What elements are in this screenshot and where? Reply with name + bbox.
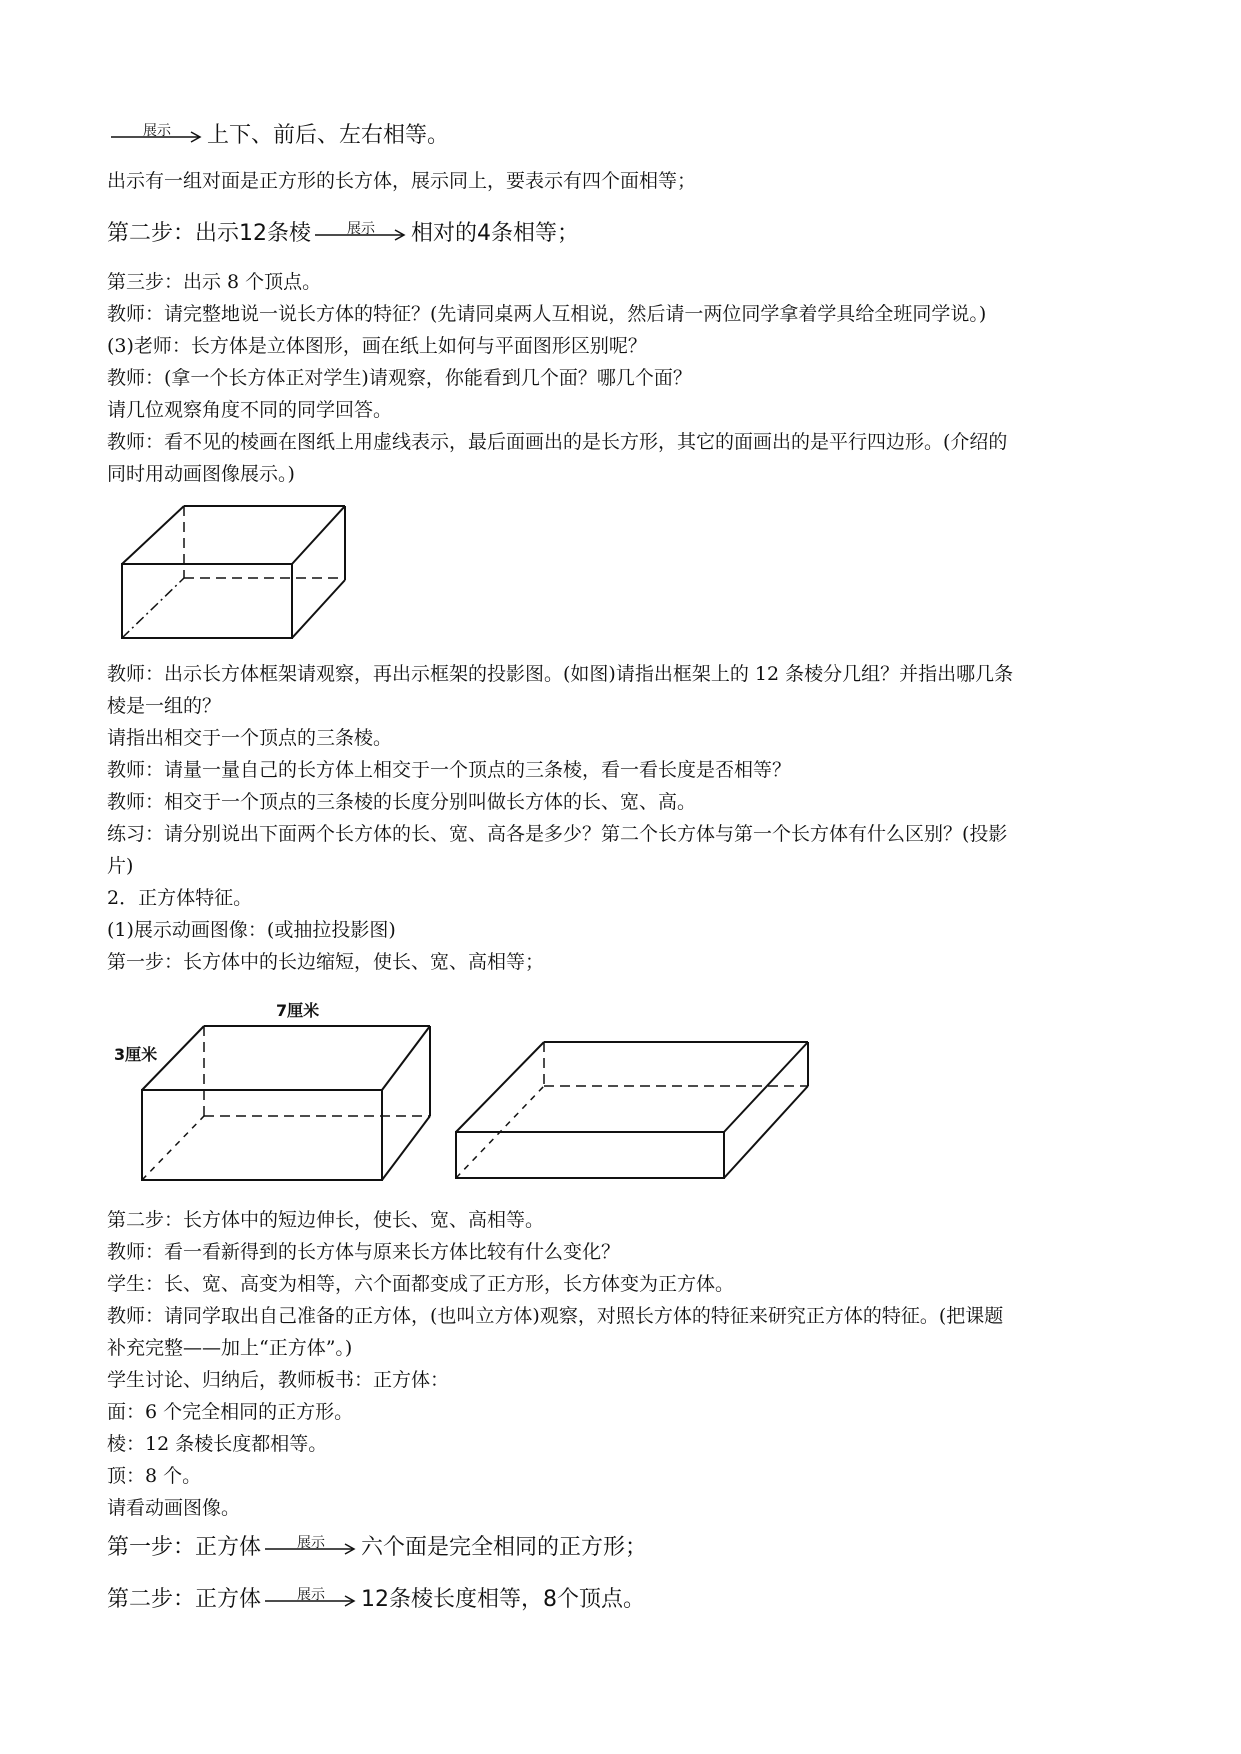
right-arrow-icon <box>265 1595 357 1607</box>
top-step-text: 上下、前后、左右相等。 <box>207 123 450 148</box>
text-line: 面：6 个完全相同的正方形。 <box>107 1401 354 1423</box>
cube-step1-prefix: 第一步：正方体 <box>107 1535 262 1560</box>
text-line: 学生讨论、归纳后，教师板书：正方体： <box>107 1369 450 1391</box>
text-line: 教师：出示长方体框架请观察，再出示框架的投影图。(如图)请指出框架上的 12 条棱分几组？并指出哪几条 <box>107 663 1014 685</box>
text-line: 请几位观察角度不同的同学回答。 <box>107 399 393 421</box>
display-step-2 <box>107 218 579 250</box>
text-line: 补充完整——加上“正方体”。) <box>107 1337 353 1359</box>
cube-step-2 <box>107 1584 645 1616</box>
cuboid-figure-right <box>452 1036 812 1182</box>
text-line: 棱是一组的？ <box>107 695 222 717</box>
cube-step2-suffix: 12条棱长度相等，8个顶点。 <box>361 1587 646 1612</box>
text-line: 请指出相交于一个顶点的三条棱。 <box>107 727 393 749</box>
text-line: 教师：请完整地说一说长方体的特征？(先请同桌两人互相说，然后请一两位同学拿着学具给全班同学说。) <box>107 303 987 325</box>
text-line: 练习：请分别说出下面两个长方体的长、宽、高各是多少？第二个长方体与第一个长方体有什么区别？(投影 <box>107 823 1008 845</box>
text-line: 第一步：长方体中的长边缩短，使长、宽、高相等； <box>107 951 545 973</box>
arrow-display: 展示 <box>265 1585 357 1615</box>
right-arrow-icon <box>315 229 407 241</box>
cube-step-1 <box>107 1532 647 1564</box>
text-line: 教师：(拿一个长方体正对学生)请观察，你能看到几个面？哪几个面？ <box>107 367 692 389</box>
text-line: 顶：8 个。 <box>107 1465 202 1487</box>
height-label: 3厘米 <box>114 1045 158 1064</box>
text-line: 教师：相交于一个顶点的三条棱的长度分别叫做长方体的长、宽、高。 <box>107 791 697 813</box>
cube-step1-suffix: 六个面是完全相同的正方形； <box>361 1535 648 1560</box>
text-line: 2．正方体特征。 <box>107 887 253 909</box>
text-line: 教师：请同学取出自己准备的正方体，(也叫立方体)观察，对照长方体的特征来研究正方体的特征。(把课题 <box>107 1305 1004 1327</box>
text-line: 教师：请量一量自己的长方体上相交于一个顶点的三条棱，看一看长度是否相等？ <box>107 759 792 781</box>
step2-prefix: 第二步：出示12条棱 <box>107 221 311 246</box>
arrow-display: 展示 <box>111 121 203 151</box>
cuboid-figure-left <box>138 1016 438 1184</box>
cube-step2-prefix: 第二步：正方体 <box>107 1587 262 1612</box>
text-line: (3)老师：长方体是立体图形，画在纸上如何与平面图形区别呢？ <box>107 335 647 357</box>
text-line: 教师：看一看新得到的长方体与原来长方体比较有什么变化？ <box>107 1241 621 1263</box>
display-step-top <box>107 120 449 152</box>
right-arrow-icon <box>111 131 203 143</box>
cuboid-figure <box>118 500 358 642</box>
arrow-display: 展示 <box>265 1533 357 1563</box>
arrow-display: 展示 <box>315 219 407 249</box>
length-label: 7厘米 <box>276 1001 320 1020</box>
text-line: 棱：12 条棱长度都相等。 <box>107 1433 328 1455</box>
step2-suffix: 相对的4条相等； <box>411 221 579 246</box>
text-line: 学生：长、宽、高变为相等，六个面都变成了正方形，长方体变为正方体。 <box>107 1273 735 1295</box>
text-line: 教师：看不见的棱画在图纸上用虚线表示，最后面画出的是长方形，其它的面画出的是平行四边形。(介绍的 <box>107 431 1008 453</box>
text-line: (1)展示动画图像：(或抽拉投影图) <box>107 919 396 941</box>
text-line: 片) <box>107 855 134 877</box>
text-line: 请看动画图像。 <box>107 1497 241 1519</box>
text-line: 出示有一组对面是正方形的长方体，展示同上，要表示有四个面相等； <box>107 170 697 192</box>
text-line: 第三步：出示 8 个顶点。 <box>107 271 322 293</box>
text-line: 第二步：长方体中的短边伸长，使长、宽、高相等。 <box>107 1209 545 1231</box>
text-line: 同时用动画图像展示。) <box>107 463 295 485</box>
right-arrow-icon <box>265 1543 357 1555</box>
